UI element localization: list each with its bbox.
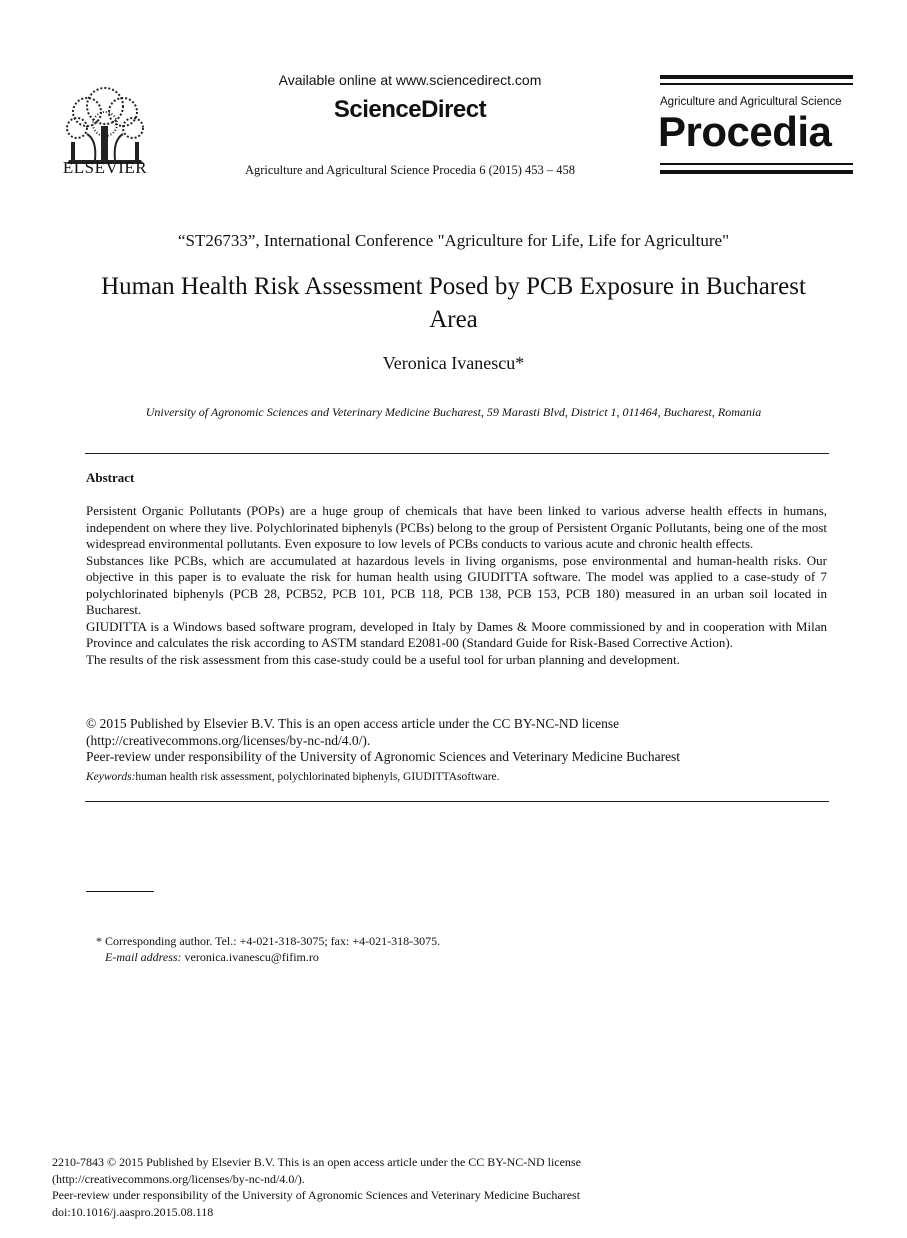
procedia-top-rule-thin — [660, 83, 853, 85]
procedia-title: Procedia — [658, 108, 832, 155]
footnote — [96, 933, 796, 965]
bottom-peer-review: Peer-review under responsibility of the University of Agronomic Sciences and Veterinary Medicine Bucharest — [52, 1188, 581, 1202]
issn-line: 2210-7843 © 2015 Published by Elsevier B.V. This is an open access article under the CC BY-NC-ND license — [52, 1155, 581, 1169]
procedia-bottom-rule-thin — [660, 163, 853, 165]
email-link[interactable]: veronica.ivanescu@fifim.ro — [184, 950, 319, 964]
doi-link[interactable]: doi:10.1016/j.aaspro.2015.08.118 — [52, 1204, 214, 1219]
keywords-label: Keywords: — [86, 771, 136, 783]
keywords-text: human health risk assessment, polychlorinated biphenyls, GIUDITTAsoftware. — [135, 771, 500, 783]
procedia-top-rule — [660, 75, 853, 79]
footnote-rule — [86, 891, 154, 892]
abstract-body — [86, 503, 827, 668]
sciencedirect-logo: ScienceDirect — [333, 96, 487, 123]
abstract-top-divider — [85, 453, 829, 454]
paper-title: Human Health Risk Assessment Posed by PCB Exposure in Bucharest Area — [101, 273, 806, 333]
bottom-license-info — [52, 1154, 852, 1220]
abstract-bottom-divider — [85, 801, 829, 802]
abstract-paragraph: The results of the risk assessment from this case-study could be a useful tool for urban planning and development. — [86, 651, 680, 667]
bottom-license-link[interactable]: (http://creativecommons.org/licenses/by-nc-nd/4.0/). — [52, 1171, 305, 1186]
abstract-heading: Abstract — [86, 470, 135, 485]
author-affiliation: University of Agronomic Sciences and Veterinary Medicine Bucharest, 59 Marasti Blvd, District 1, 011464, Bucharest, Romania — [145, 405, 762, 419]
corresponding-author: * Corresponding author. Tel.: +4-021-318-3075; fax: +4-021-318-3075. — [96, 934, 441, 948]
procedia-subtitle: Agriculture and Agricultural Science — [660, 96, 842, 108]
abstract-paragraph: GIUDITTA is a Windows based software program, developed in Italy by Dames & Moore commissioned by and in cooperation with Milan Province and calculates the risk according to ASTM standard E2081-00 (Standard Guide for Risk-Based Corrective Action). — [86, 618, 827, 650]
keywords — [86, 771, 827, 783]
email-label: E-mail address: — [105, 950, 182, 964]
license-link[interactable]: (http://creativecommons.org/licenses/by-nc-nd/4.0/). — [86, 732, 371, 748]
conference-name: “ST26733”, International Conference "Agriculture for Life, Life for Agriculture" — [177, 231, 730, 250]
journal-citation: Agriculture and Agricultural Science Procedia 6 (2015) 453 – 458 — [244, 163, 576, 177]
license-line: © 2015 Published by Elsevier B.V. This is an open access article under the CC BY-NC-ND license — [86, 716, 620, 731]
peer-review-line: Peer-review under responsibility of the University of Agronomic Sciences and Veterinary Medicine Bucharest — [86, 749, 681, 764]
publisher-wordmark: ELSEVIER — [62, 158, 148, 177]
abstract-paragraph: Persistent Organic Pollutants (POPs) are a huge group of chemicals that have been linked to various adverse health effects in humans, independent on where they live. Polychlorinated biphenyls (PCBs) belong to the group of Persistent Organic Pollutants, being one of the most widespread environmental pollutants. Even exposure to low levels of PCBs conducts to various acute and chronic health effects. — [86, 503, 827, 551]
procedia-bottom-rule — [660, 170, 853, 174]
abstract-paragraph: Substances like PCBs, which are accumulated at hazardous levels in living organisms, pose environmental and human-health risks. Our objective in this paper is to evaluate the risk for human health using GIUDITTA software. The model was applied to a case-study of 7 polychlorinated biphenyls (PCB 28, PCB52, PCB 101, PCB 118, PCB 138, PCB 153, PCB 180) measured in an urban soil located in Bucharest. — [86, 552, 827, 617]
author-name: Veronica Ivanescu* — [382, 353, 525, 373]
license-block — [86, 716, 827, 766]
available-online-text: Available online at www.sciencedirect.com — [278, 72, 542, 88]
